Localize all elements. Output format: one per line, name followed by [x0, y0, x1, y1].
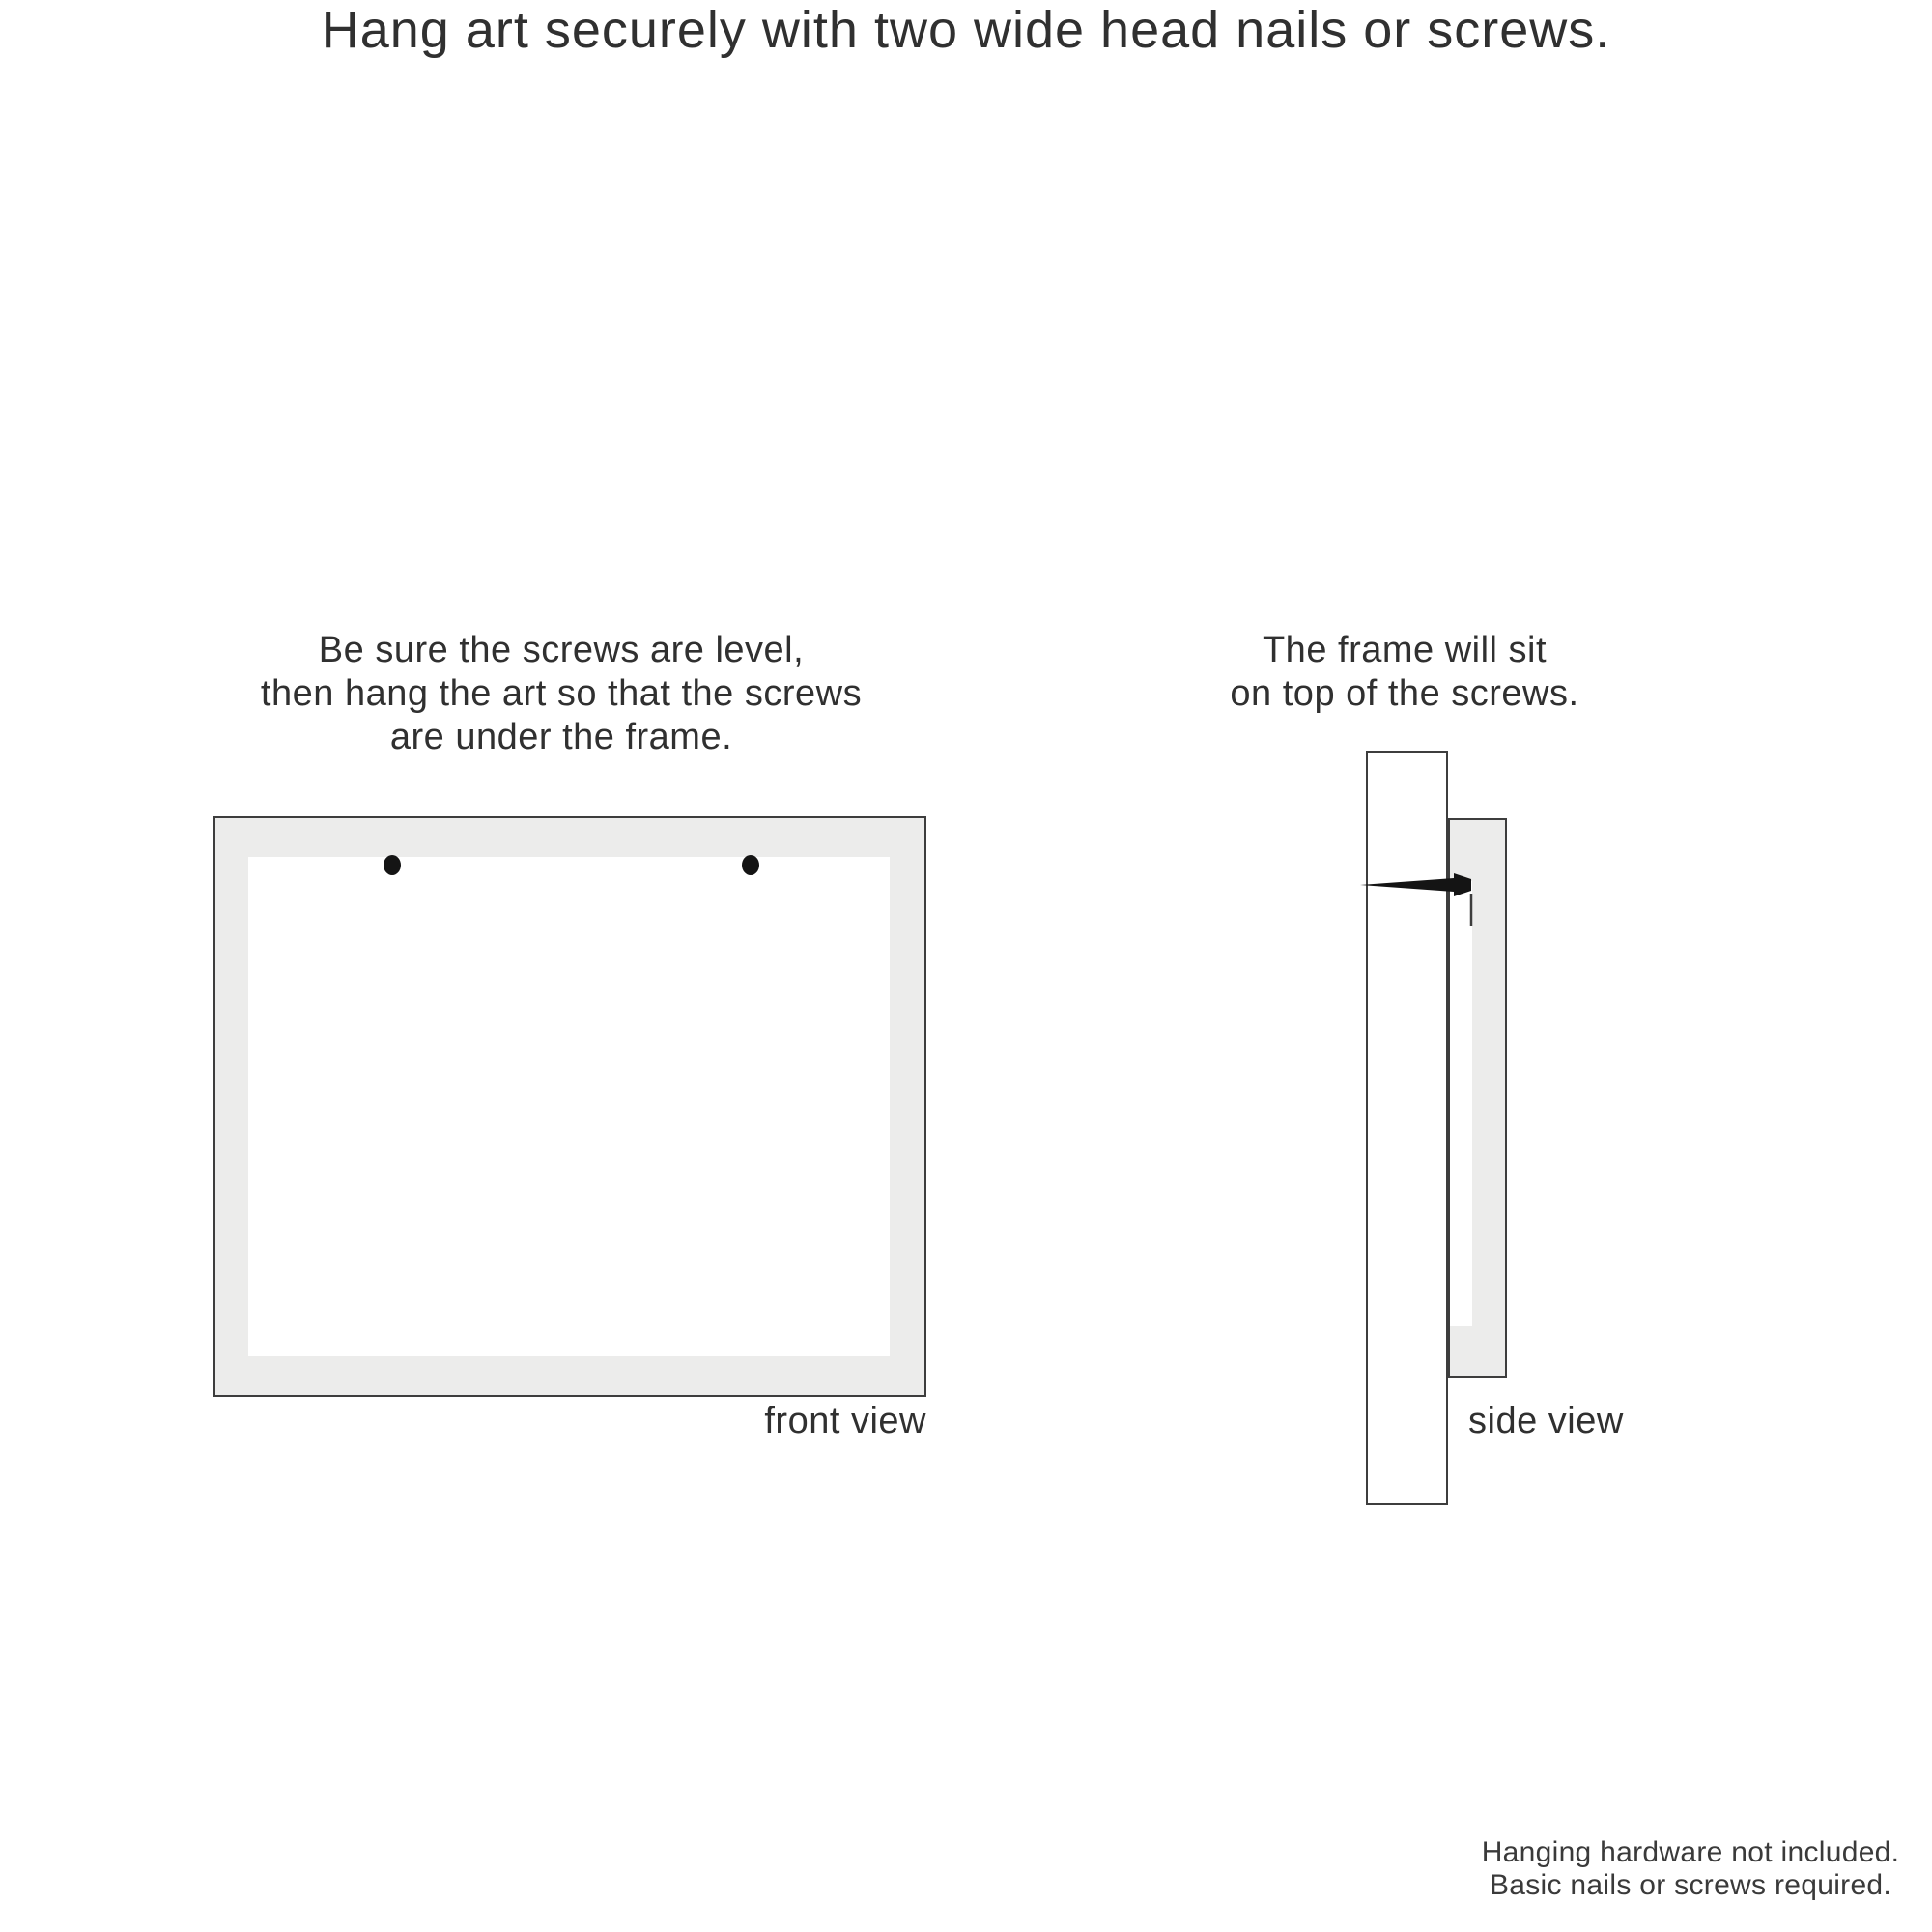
- side-caption-line-2: on top of the screws.: [1230, 673, 1579, 714]
- nail-body: [1360, 878, 1454, 892]
- screw-dot-right: [742, 855, 759, 875]
- nail-icon: [1352, 865, 1478, 937]
- screw-dot-left: [384, 855, 401, 875]
- side-view-label: side view: [1468, 1401, 1624, 1441]
- footnote-line-2: Basic nails or screws required.: [1489, 1869, 1892, 1901]
- front-caption-line-1: Be sure the screws are level,: [318, 630, 805, 670]
- side-view-caption: [1115, 629, 1694, 716]
- front-view-label: front view: [764, 1401, 926, 1441]
- front-caption-line-2: then hang the art so that the screws: [260, 673, 863, 714]
- footnote: [1401, 1836, 1932, 1902]
- front-caption-line-3: are under the frame.: [389, 717, 733, 757]
- front-view-caption: [175, 629, 948, 759]
- side-view-frame-recess: [1450, 881, 1472, 1326]
- page-title: Hang art securely with two wide head nails or screws.: [321, 1, 1611, 59]
- nail-head: [1454, 873, 1471, 896]
- footnote-line-1: Hanging hardware not included.: [1481, 1836, 1900, 1868]
- side-caption-line-1: The frame will sit: [1262, 630, 1548, 670]
- front-view-frame-opening: [248, 857, 890, 1356]
